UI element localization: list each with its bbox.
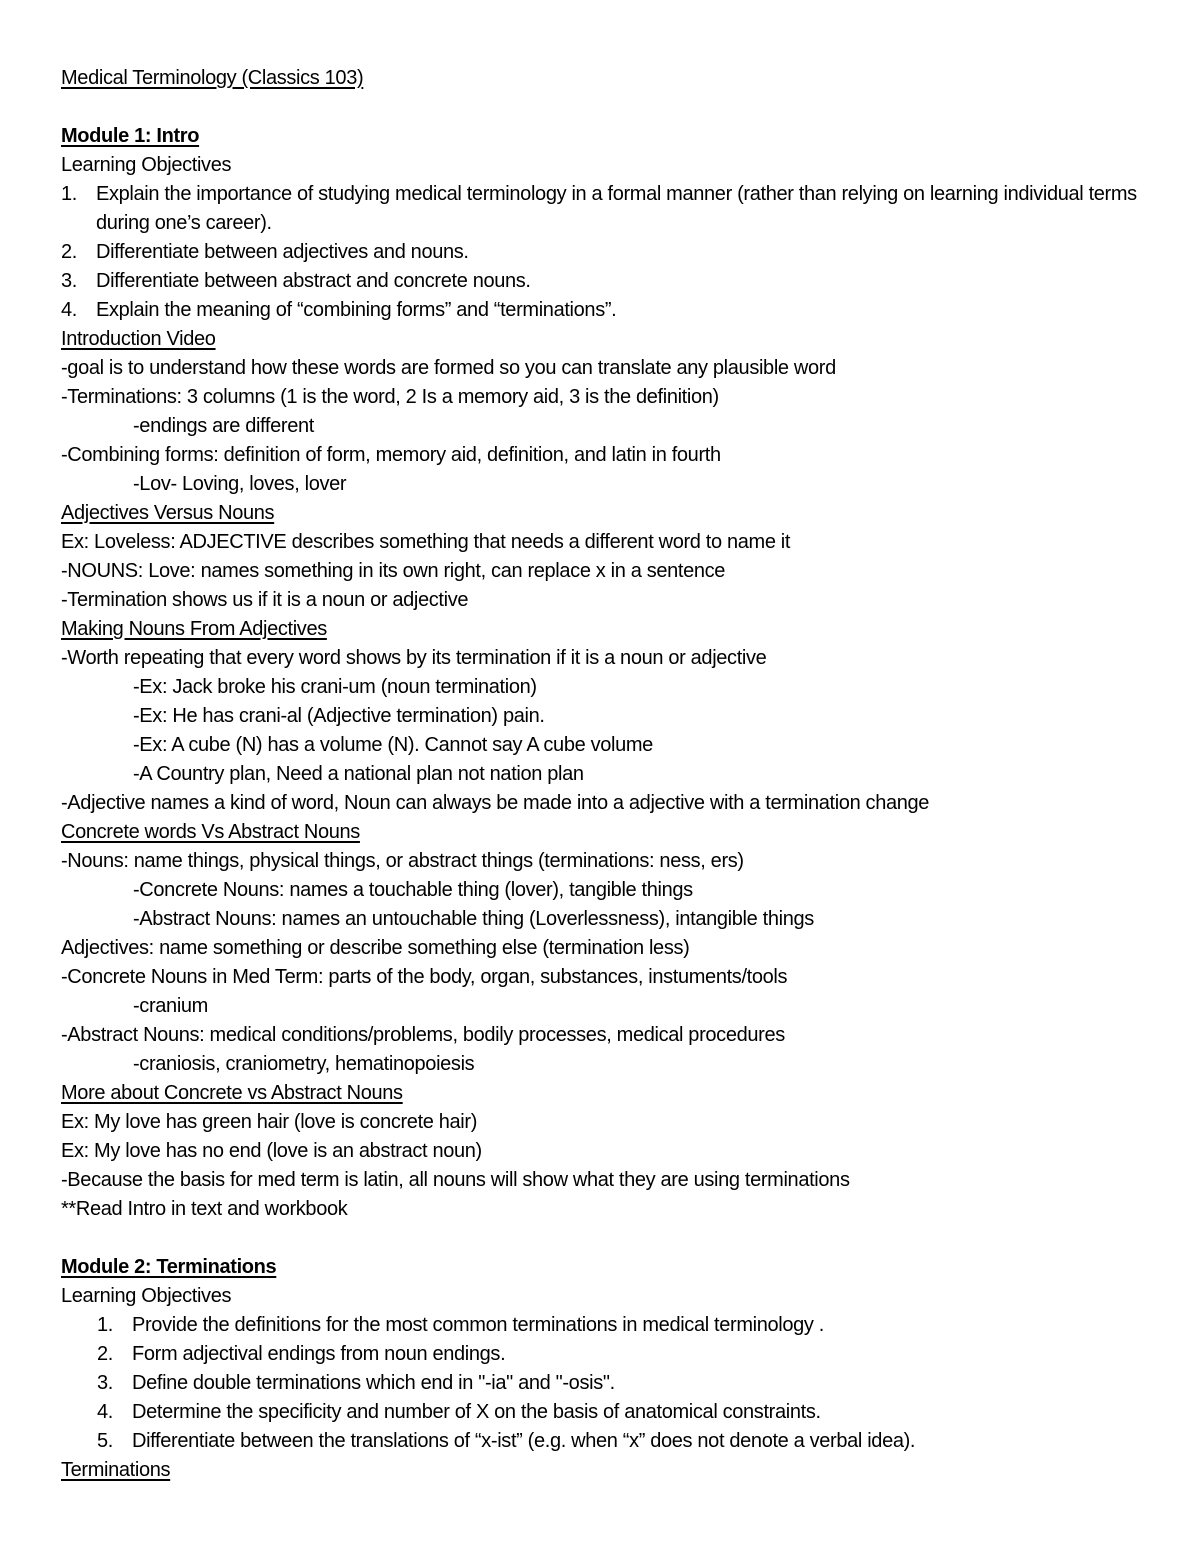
note-line: -craniosis, craniometry, hematinopoiesis — [133, 1053, 475, 1075]
document-title: Medical Terminology (Classics 103) — [61, 67, 364, 89]
list-item-number: 4. — [61, 299, 77, 321]
intro-video-heading: Introduction Video — [61, 328, 216, 350]
note-line: Adjectives: name something or describe something else (termination less) — [61, 937, 690, 959]
list-item — [61, 1427, 1160, 1456]
adjectives-vs-nouns-heading: Adjectives Versus Nouns — [61, 502, 275, 524]
list-item — [61, 238, 1160, 267]
module-2-objectives-list — [61, 1311, 1160, 1456]
note-line: -endings are different — [133, 415, 314, 437]
terminations-heading: Terminations — [61, 1459, 171, 1481]
list-item-text: Explain the importance of studying medical terminology in a formal manner (rather than relying on learning individual terms during one’s career). — [96, 183, 1137, 234]
module-1-objectives-list — [61, 180, 1160, 325]
list-item-number: 2. — [61, 241, 77, 263]
list-item-number: 1. — [61, 183, 77, 205]
note-line: Ex: My love has no end (love is an abstract noun) — [61, 1140, 482, 1162]
list-item — [61, 1369, 1160, 1398]
note-line: -Ex: He has crani-al (Adjective termination) pain. — [133, 705, 545, 727]
note-line: -Termination shows us if it is a noun or adjective — [61, 589, 469, 611]
note-line: Ex: My love has green hair (love is concrete hair) — [61, 1111, 478, 1133]
list-item — [61, 1311, 1160, 1340]
note-line: -Combining forms: definition of form, memory aid, definition, and latin in fourth — [61, 444, 721, 466]
list-item-text: Define double terminations which end in "-ia" and "-osis". — [132, 1372, 615, 1394]
list-item-number: 2. — [97, 1343, 113, 1365]
note-line: -Concrete Nouns in Med Term: parts of the body, organ, substances, instuments/tools — [61, 966, 788, 988]
note-line: -Ex: Jack broke his crani-um (noun termination) — [133, 676, 537, 698]
module-1-objectives-label: Learning Objectives — [61, 154, 232, 176]
module-2-heading: Module 2: Terminations — [61, 1256, 277, 1278]
note-line: **Read Intro in text and workbook — [61, 1198, 348, 1220]
list-item-text: Provide the definitions for the most common terminations in medical terminology . — [132, 1314, 824, 1336]
list-item — [61, 1340, 1160, 1369]
list-item-number: 3. — [97, 1372, 113, 1394]
spacer — [61, 93, 1160, 122]
list-item-text: Differentiate between the translations of “x-ist” (e.g. when “x” does not denote a verbal idea). — [132, 1430, 916, 1452]
note-line: Ex: Loveless: ADJECTIVE describes something that needs a different word to name it — [61, 531, 791, 553]
note-line: -A Country plan, Need a national plan not nation plan — [133, 763, 584, 785]
list-item — [61, 267, 1160, 296]
note-line: -Worth repeating that every word shows by its termination if it is a noun or adjective — [61, 647, 767, 669]
making-nouns-heading: Making Nouns From Adjectives — [61, 618, 327, 640]
more-about-heading: More about Concrete vs Abstract Nouns — [61, 1082, 403, 1104]
list-item — [61, 1398, 1160, 1427]
note-line: -goal is to understand how these words are formed so you can translate any plausible word — [61, 357, 836, 379]
note-line: -Terminations: 3 columns (1 is the word, 2 Is a memory aid, 3 is the definition) — [61, 386, 719, 408]
list-item-number: 1. — [97, 1314, 113, 1336]
list-item — [61, 180, 1160, 238]
note-line: -Abstract Nouns: medical conditions/problems, bodily processes, medical procedures — [61, 1024, 785, 1046]
list-item-text: Differentiate between abstract and concrete nouns. — [96, 270, 531, 292]
concrete-abstract-heading: Concrete words Vs Abstract Nouns — [61, 821, 360, 843]
list-item-number: 4. — [97, 1401, 113, 1423]
module-1-heading: Module 1: Intro — [61, 125, 200, 147]
list-item-text: Form adjectival endings from noun endings. — [132, 1343, 506, 1365]
list-item-number: 5. — [97, 1430, 113, 1452]
note-line: -Nouns: name things, physical things, or abstract things (terminations: ness, ers) — [61, 850, 744, 872]
note-line: -Concrete Nouns: names a touchable thing (lover), tangible things — [133, 879, 693, 901]
note-line: -Abstract Nouns: names an untouchable thing (Loverlessness), intangible things — [133, 908, 814, 930]
list-item-number: 3. — [61, 270, 77, 292]
note-line: -Ex: A cube (N) has a volume (N). Cannot say A cube volume — [133, 734, 653, 756]
spacer — [61, 1224, 1160, 1253]
note-line: -Because the basis for med term is latin, all nouns will show what they are using terminations — [61, 1169, 850, 1191]
note-line: -Adjective names a kind of word, Noun can always be made into a adjective with a termination change — [61, 792, 930, 814]
note-line: -cranium — [133, 995, 208, 1017]
note-line: -NOUNS: Love: names something in its own right, can replace x in a sentence — [61, 560, 726, 582]
list-item-text: Explain the meaning of “combining forms” and “terminations”. — [96, 299, 617, 321]
list-item — [61, 296, 1160, 325]
list-item-text: Determine the specificity and number of X on the basis of anatomical constraints. — [132, 1401, 821, 1423]
list-item-text: Differentiate between adjectives and nouns. — [96, 241, 469, 263]
note-line: -Lov- Loving, loves, lover — [133, 473, 347, 495]
module-2-objectives-label: Learning Objectives — [61, 1285, 232, 1307]
